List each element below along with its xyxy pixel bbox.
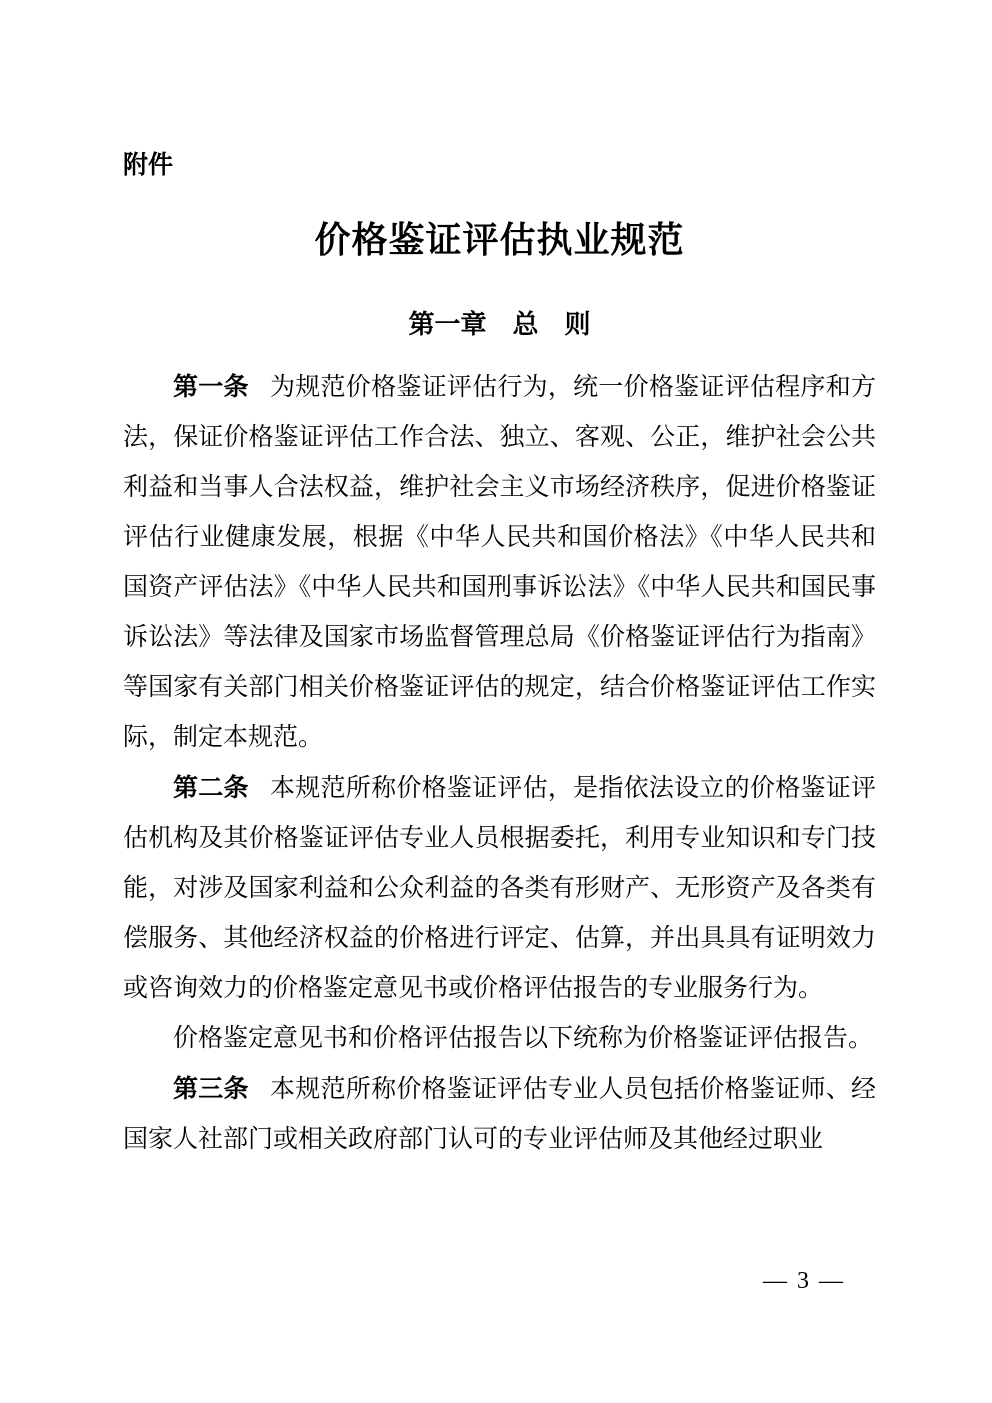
document-page [123, 150, 876, 1165]
article-3-label: 第三条 [173, 1075, 249, 1103]
attachment-label: 附件 [123, 151, 174, 179]
document-title: 价格鉴证评估执业规范 [314, 220, 685, 260]
article-1-label: 第一条 [173, 373, 249, 401]
page-number: — 3 — [763, 1268, 845, 1294]
article-2-continuation-text: 价格鉴定意见书和价格评估报告以下统称为价格鉴证评估报告。 [173, 1025, 874, 1052]
paragraph-article-2-continuation [123, 1014, 876, 1064]
article-2-text: 本规范所称价格鉴证评估，是指依法设立的价格鉴证评估机构及其价格鉴证评估专业人员根据委托，利用专业知识和专门技能，对涉及国家利益和公众利益的各类有形财产、无形资产及各类有偿服务、其他经济权益的价格进行评定、估算，并出具具有证明效力或咨询效力的价格鉴定意见书或价格评估报告的专业服务行为。 [123, 775, 876, 1002]
paragraph-article-2 [123, 763, 876, 1014]
chapter-heading: 第一章 总 则 [408, 309, 591, 339]
article-2-label: 第二条 [173, 774, 249, 802]
paragraph-article-1 [123, 362, 876, 763]
article-3-text: 本规范所称价格鉴证评估专业人员包括价格鉴证师、经国家人社部门或相关政府部门认可的专业评估师及其他经过职业 [123, 1076, 876, 1153]
document-body [123, 362, 876, 1165]
article-1-text: 为规范价格鉴证评估行为，统一价格鉴证评估程序和方法，保证价格鉴证评估工作合法、独立、客观、公正，维护社会公共利益和当事人合法权益，维护社会主义市场经济秩序，促进价格鉴证评估行业健康发展，根据《中华人民共和国价格法》《中华人民共和国资产评估法》《中华人民共和国刑事诉讼法》《中华人民共和国民事诉讼法》等法律及国家市场监督管理总局《价格鉴证评估行为指南》等国家有关部门相关价格鉴证评估的规定，结合价格鉴证评估工作实际，制定本规范。 [123, 374, 876, 751]
paragraph-article-3 [123, 1064, 876, 1165]
